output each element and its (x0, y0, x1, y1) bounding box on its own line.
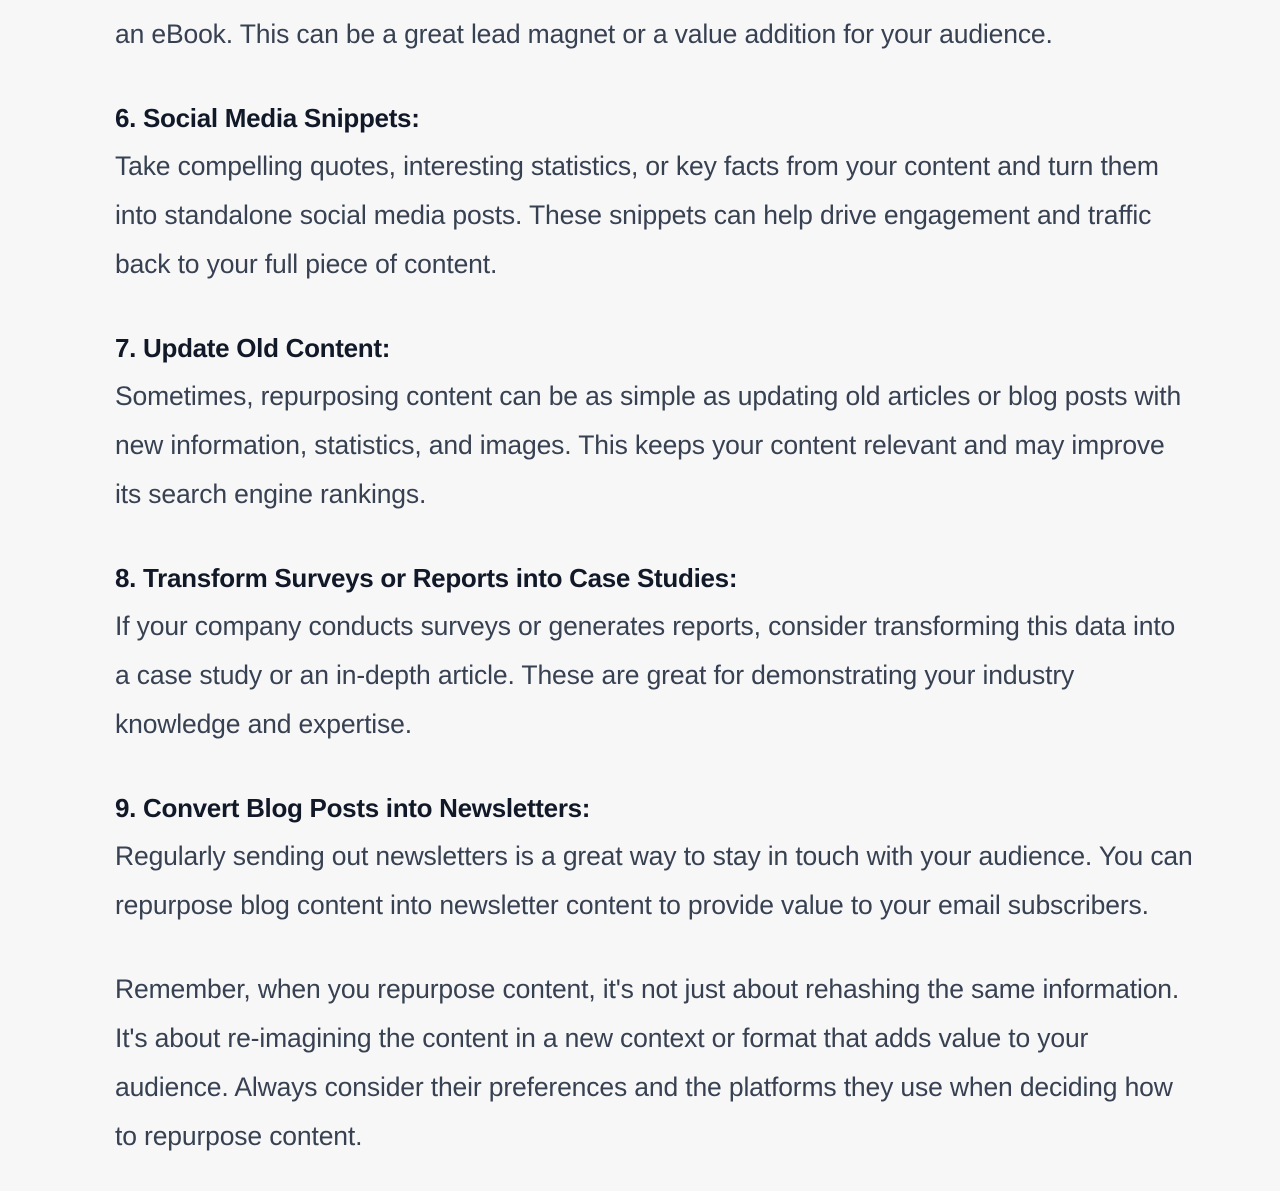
section-transform-surveys (115, 554, 1265, 749)
section-text-line: Take compelling quotes, interesting statistics, or key facts from your content and turn them (115, 151, 1159, 181)
intro-text: an eBook. This can be a great lead magnet or a value addition for your audience. (115, 19, 1053, 49)
section-social-media-snippets (115, 94, 1265, 289)
section-text-line: Sometimes, repurposing content can be as simple as updating old articles or blog posts with (115, 381, 1182, 411)
closing-text-line: to repurpose content. (115, 1121, 363, 1151)
section-text-line: If your company conducts surveys or generates reports, consider transforming this data into (115, 611, 1176, 641)
assistant-message-content (115, 10, 1265, 1161)
section-text-line: its search engine rankings. (115, 479, 427, 509)
section-update-old-content (115, 324, 1265, 519)
section-text-line: back to your full piece of content. (115, 249, 498, 279)
section-heading: 9. Convert Blog Posts into Newsletters: (115, 793, 591, 823)
section-convert-blog-posts (115, 784, 1265, 930)
section-text-line: a case study or an in-depth article. These are great for demonstrating your industry (115, 660, 1075, 690)
closing-text-line: audience. Always consider their preferences and the platforms they use when deciding how (115, 1072, 1173, 1102)
section-heading: 8. Transform Surveys or Reports into Case Studies: (115, 563, 738, 593)
section-text-line: into standalone social media posts. These snippets can help drive engagement and traffic (115, 200, 1152, 230)
section-text-line: knowledge and expertise. (115, 709, 412, 739)
closing-paragraph (115, 965, 1265, 1161)
section-heading: 7. Update Old Content: (115, 333, 391, 363)
closing-text-line: It's about re-imagining the content in a new context or format that adds value to your (115, 1023, 1089, 1053)
section-heading: 6. Social Media Snippets: (115, 103, 420, 133)
section-text-line: repurpose blog content into newsletter content to provide value to your email subscribers. (115, 890, 1149, 920)
section-text-line: new information, statistics, and images. This keeps your content relevant and may improve (115, 430, 1165, 460)
closing-text-line: Remember, when you repurpose content, it's not just about rehashing the same information. (115, 974, 1180, 1004)
section-text-line: Regularly sending out newsletters is a great way to stay in touch with your audience. You can (115, 841, 1193, 871)
